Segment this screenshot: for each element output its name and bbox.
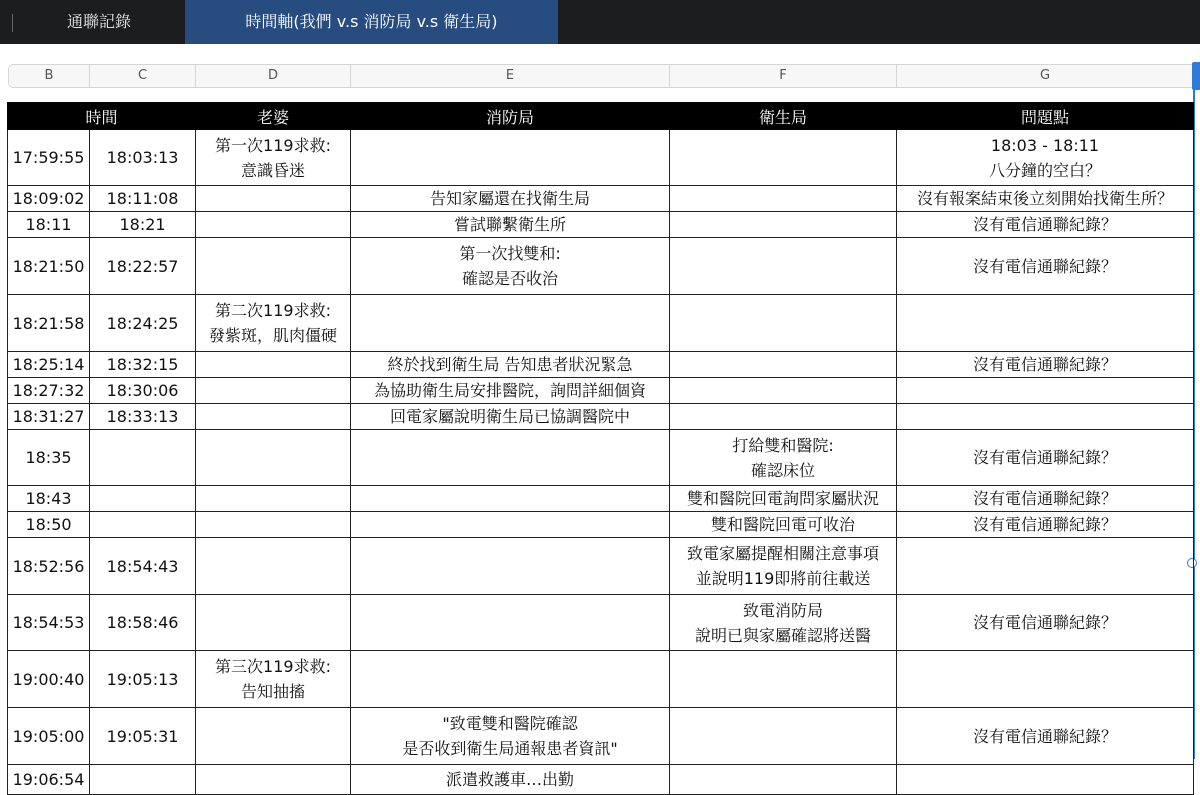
time-start-cell[interactable]: 18:21:58 — [8, 295, 90, 352]
table-row — [8, 238, 1194, 295]
header-health-bureau: 衛生局 — [670, 103, 897, 130]
issue-cell[interactable] — [897, 512, 1194, 538]
wife-cell[interactable] — [196, 404, 351, 430]
table-row — [8, 430, 1194, 486]
column-header-g[interactable]: G — [1039, 68, 1051, 83]
cell-text-line: 終於找到衛生局 告知患者狀況緊急 — [387, 355, 633, 374]
issue-cell[interactable] — [897, 595, 1194, 651]
cell-text-line: 告知抽搐 — [241, 682, 306, 701]
column-header-c[interactable]: C — [90, 65, 196, 87]
time-end-cell[interactable]: 18:21 — [90, 212, 196, 238]
time-end-cell[interactable] — [90, 765, 196, 795]
fire-dept-cell[interactable] — [351, 651, 670, 708]
time-start-cell[interactable]: 18:52:56 — [8, 538, 90, 595]
issue-cell[interactable] — [897, 130, 1194, 186]
column-header-b[interactable]: B — [9, 65, 90, 87]
cell-text-line: 沒有電信通聯紀錄？ — [973, 355, 1118, 374]
cell-text-line: 沒有電信通聯紀錄？ — [973, 448, 1118, 467]
wife-cell[interactable] — [196, 651, 351, 708]
time-end-cell[interactable]: 18:22:57 — [90, 238, 196, 295]
fire-dept-cell[interactable] — [351, 538, 670, 595]
cell-text-line: "致電雙和醫院確認 — [442, 714, 578, 733]
toolbar-gap — [0, 44, 1200, 62]
cell-text-line: 18:03 - 18:11 — [990, 135, 1100, 155]
fire-dept-cell[interactable] — [351, 404, 670, 430]
cell-text-line: 沒有電信通聯紀錄？ — [973, 489, 1118, 508]
cell-text-line: 並說明119即將前往載送 — [695, 569, 871, 588]
issue-cell[interactable] — [897, 186, 1194, 212]
time-start-cell[interactable]: 18:09:02 — [8, 186, 90, 212]
fire-dept-cell[interactable] — [351, 378, 670, 404]
tab-call-records[interactable]: 通聯記錄 — [66, 12, 131, 31]
table-row — [8, 295, 1194, 352]
time-end-cell[interactable] — [90, 486, 196, 512]
issue-cell[interactable] — [897, 404, 1194, 430]
header-time: 時間 — [8, 103, 196, 130]
health-bureau-cell[interactable] — [670, 186, 897, 212]
cell-text-line: 為協助衛生局安排醫院，詢問詳細個資 — [374, 381, 647, 400]
time-start-cell[interactable]: 18:54:53 — [8, 595, 90, 651]
issue-cell[interactable] — [897, 378, 1194, 404]
table-row — [8, 651, 1194, 708]
issue-cell[interactable] — [897, 430, 1194, 486]
health-bureau-cell[interactable] — [670, 486, 897, 512]
health-bureau-cell[interactable] — [670, 595, 897, 651]
time-start-cell[interactable]: 18:50 — [8, 512, 90, 538]
sheet-tab-bar — [0, 0, 1200, 45]
header-wife: 老婆 — [196, 103, 351, 130]
wife-cell[interactable] — [196, 512, 351, 538]
fire-dept-cell[interactable] — [351, 186, 670, 212]
table-row — [8, 512, 1194, 538]
cell-text-line: 打給雙和醫院: — [732, 435, 834, 455]
column-header-e[interactable]: E — [351, 65, 670, 87]
wife-cell[interactable] — [196, 430, 351, 486]
health-bureau-cell[interactable] — [670, 708, 897, 765]
tab-timeline[interactable]: 時間軸(我們 v.s 消防局 v.s 衛生局) — [185, 0, 558, 44]
issue-cell[interactable] — [897, 238, 1194, 295]
table-row — [8, 538, 1194, 595]
cell-text-line: 沒有電信通聯紀錄？ — [973, 515, 1118, 534]
health-bureau-cell[interactable] — [670, 130, 897, 186]
cell-text-line: 第一次找雙和: — [459, 244, 561, 263]
table-row — [8, 486, 1194, 512]
cell-text-line: 八分鐘的空白？ — [989, 160, 1102, 180]
issue-cell[interactable] — [897, 295, 1194, 352]
table-row — [8, 708, 1194, 765]
health-bureau-cell[interactable] — [670, 765, 897, 795]
wife-cell[interactable] — [196, 538, 351, 595]
time-start-cell[interactable]: 18:31:27 — [8, 404, 90, 430]
timeline-table — [7, 102, 1194, 795]
time-end-cell[interactable]: 18:58:46 — [90, 595, 196, 651]
cell-text-line: 沒有電信通聯紀錄？ — [973, 256, 1118, 276]
table-row — [8, 378, 1194, 404]
column-header-bar — [8, 64, 1200, 88]
wife-cell[interactable] — [196, 130, 351, 186]
cell-text-line: 第一次119求救: — [215, 135, 331, 155]
fire-dept-cell[interactable] — [351, 295, 670, 352]
time-end-cell[interactable]: 18:32:15 — [90, 352, 196, 378]
fire-dept-cell[interactable] — [351, 765, 670, 795]
cell-text-line: 告知家屬還在找衛生局 — [430, 189, 591, 208]
table-row — [8, 595, 1194, 651]
cell-text-line: 確認床位 — [751, 460, 816, 480]
cell-text-line: 意識昏迷 — [241, 160, 306, 180]
fire-dept-cell[interactable] — [351, 708, 670, 765]
cell-text-line: 雙和醫院回電可收治 — [711, 515, 856, 534]
time-start-cell[interactable]: 18:43 — [8, 486, 90, 512]
wife-cell[interactable] — [196, 486, 351, 512]
wife-cell[interactable] — [196, 295, 351, 352]
table-row — [8, 212, 1194, 238]
wife-cell[interactable] — [196, 595, 351, 651]
fire-dept-cell[interactable] — [351, 238, 670, 295]
wife-cell[interactable] — [196, 238, 351, 295]
wife-cell[interactable] — [196, 765, 351, 795]
cell-text-line: 致電消防局 — [743, 600, 824, 620]
health-bureau-cell[interactable] — [670, 238, 897, 295]
cell-text-line: 沒有電信通聯紀錄？ — [973, 613, 1118, 632]
fire-dept-cell[interactable] — [351, 486, 670, 512]
cell-text-line: 雙和醫院回電詢問家屬狀況 — [687, 489, 880, 508]
health-bureau-cell[interactable] — [670, 651, 897, 708]
fire-dept-cell[interactable] — [351, 595, 670, 651]
cell-text-line: 是否收到衛生局通報患者資訊" — [402, 739, 618, 758]
cell-text-line: 嘗試聯繫衛生所 — [454, 215, 567, 234]
time-end-cell[interactable]: 19:05:13 — [90, 651, 196, 708]
health-bureau-cell[interactable] — [670, 404, 897, 430]
cell-text-line: 沒有電信通聯紀錄？ — [973, 215, 1118, 234]
time-start-cell[interactable]: 18:25:14 — [8, 352, 90, 378]
wife-cell[interactable] — [196, 212, 351, 238]
wife-cell[interactable] — [196, 708, 351, 765]
health-bureau-cell[interactable] — [670, 352, 897, 378]
table-header-row — [8, 103, 1194, 130]
wife-cell[interactable] — [196, 378, 351, 404]
issue-cell[interactable] — [897, 708, 1194, 765]
column-header-f[interactable]: F — [670, 65, 897, 87]
time-end-cell[interactable]: 18:24:25 — [90, 295, 196, 352]
selection-handle[interactable] — [1192, 62, 1200, 90]
health-bureau-cell[interactable] — [670, 378, 897, 404]
time-start-cell[interactable]: 18:11 — [8, 212, 90, 238]
health-bureau-cell[interactable] — [670, 212, 897, 238]
fire-dept-cell[interactable] — [351, 352, 670, 378]
cell-text-line: 派遣救護車…出勤 — [446, 770, 575, 789]
time-start-cell[interactable]: 19:05:00 — [8, 708, 90, 765]
time-start-cell[interactable]: 19:00:40 — [8, 651, 90, 708]
fire-dept-cell[interactable] — [351, 212, 670, 238]
issue-cell[interactable] — [897, 352, 1194, 378]
table-body — [8, 130, 1194, 795]
issue-cell[interactable] — [897, 651, 1194, 708]
cell-text-line: 確認是否收治 — [462, 269, 559, 288]
health-bureau-cell[interactable] — [670, 295, 897, 352]
time-end-cell[interactable] — [90, 430, 196, 486]
header-fire-dept: 消防局 — [351, 103, 670, 130]
fire-dept-cell[interactable] — [351, 512, 670, 538]
table-row — [8, 404, 1194, 430]
time-start-cell[interactable]: 19:06:54 — [8, 765, 90, 795]
time-end-cell[interactable]: 18:03:13 — [90, 130, 196, 186]
time-end-cell[interactable]: 18:54:43 — [90, 538, 196, 595]
cell-text-line: 回電家屬說明衛生局已協調醫院中 — [390, 407, 631, 426]
column-header-d[interactable]: D — [196, 65, 351, 87]
time-end-cell[interactable]: 18:33:13 — [90, 404, 196, 430]
table-row — [8, 130, 1194, 186]
cell-text-line: 致電家屬提醒相關注意事項 — [687, 544, 880, 563]
time-start-cell[interactable]: 17:59:55 — [8, 130, 90, 186]
header-issue: 問題點 — [897, 103, 1194, 130]
table-row — [8, 186, 1194, 212]
time-start-cell[interactable]: 18:35 — [8, 430, 90, 486]
health-bureau-cell[interactable] — [670, 538, 897, 595]
issue-cell[interactable] — [897, 486, 1194, 512]
cell-text-line: 說明已與家屬確認將送醫 — [695, 625, 872, 645]
wife-cell[interactable] — [196, 352, 351, 378]
cell-text-line: 發紫斑，肌肉僵硬 — [209, 326, 338, 345]
issue-cell[interactable] — [897, 212, 1194, 238]
cell-text-line: 沒有報案結束後立刻開始找衛生所？ — [917, 189, 1174, 208]
health-bureau-cell[interactable] — [670, 512, 897, 538]
fire-dept-cell[interactable] — [351, 430, 670, 486]
time-end-cell[interactable]: 19:05:31 — [90, 708, 196, 765]
issue-cell[interactable] — [897, 538, 1194, 595]
time-end-cell[interactable]: 18:11:08 — [90, 186, 196, 212]
fire-dept-cell[interactable] — [351, 130, 670, 186]
table-row — [8, 352, 1194, 378]
cell-text-line: 沒有電信通聯紀錄？ — [973, 726, 1118, 746]
time-start-cell[interactable]: 18:21:50 — [8, 238, 90, 295]
cell-text-line: 第三次119求救: — [215, 657, 331, 676]
cell-text-line: 第二次119求救: — [215, 301, 331, 320]
time-end-cell[interactable] — [90, 512, 196, 538]
time-end-cell[interactable]: 18:30:06 — [90, 378, 196, 404]
time-start-cell[interactable]: 18:27:32 — [8, 378, 90, 404]
table-row — [8, 765, 1194, 795]
issue-cell[interactable] — [897, 765, 1194, 795]
timeline-table-wrapper — [7, 102, 1193, 795]
tab-divider — [12, 14, 13, 32]
health-bureau-cell[interactable] — [670, 430, 897, 486]
wife-cell[interactable] — [196, 186, 351, 212]
